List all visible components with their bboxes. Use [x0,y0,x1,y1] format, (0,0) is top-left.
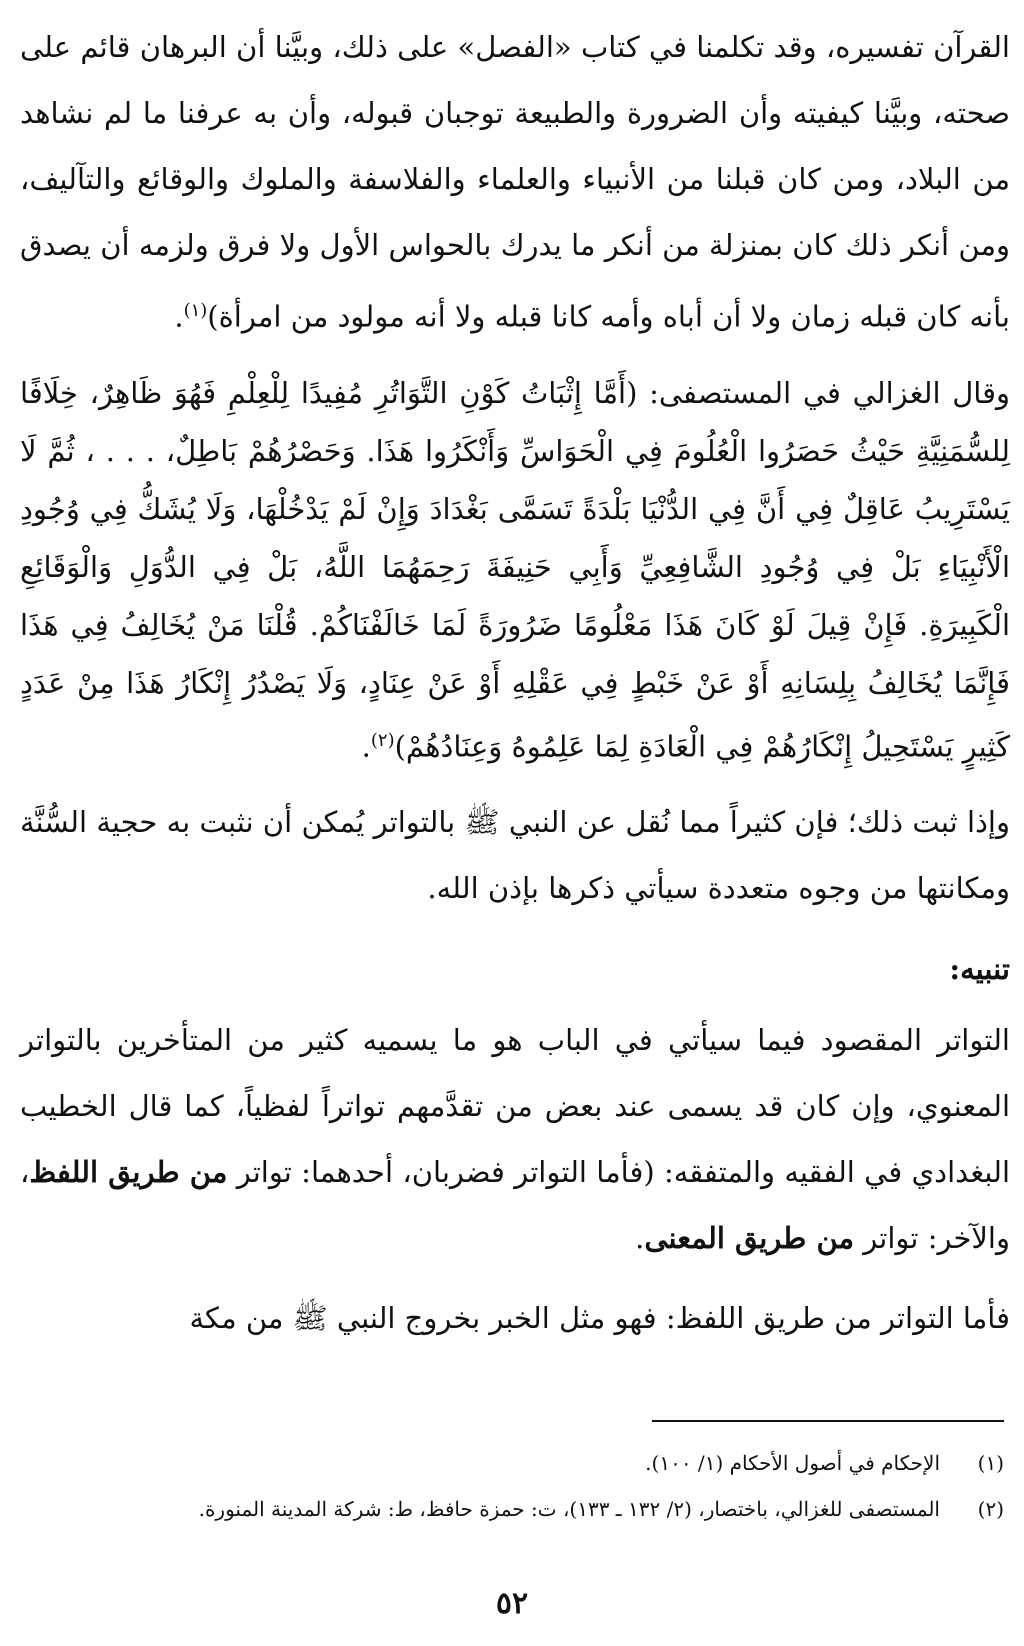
page-body [20,14,1010,1351]
paragraph-4-end: . [635,1221,645,1256]
bold-term-lafz: من طريق اللفظ [29,1155,228,1190]
footnotes [14,1440,1004,1532]
bold-term-maana: من طريق المعنى [644,1221,855,1256]
paragraph-4-text: التواتر المقصود فيما سيأتي في الباب هو ما يسميه كثير من المتأخرين بالتواتر المعنوي، وإن كان قد يسمى عند بعض من تقدَّمهم تواتراً لفظياً، كما قال الخطيب البغدادي في الفقيه والمتفقه: (فأما التواتر فضربان، أحدهما: تواتر [20,1023,1011,1190]
ghazali-quote-text: وقال الغزالي في المستصفى: (أَمَّا إِثْبَاتُ كَوْنِ التَّوَاتُرِ مُفِيدًا لِلْعِلْمِ فَهُوَ ظَاهِرٌ، خِلَافًا لِلسُّمَنِيَّةِ حَيْثُ حَصَرُوا الْعُلُومَ فِي الْحَوَاسِّ وَأَنْكَرُوا هَذَا. وَحَصْرُهُمْ بَاطِلٌ، . . . ، ثُمَّ لَا يَسْتَرِيبُ عَاقِلٌ فِي أَنَّ فِي الدُّنْيَا بَلْدَةً تَسَمَّى بَغْدَادَ وَإِنْ لَمْ يَدْخُلْهَا، وَلَا يُشَكُّ فِي وُجُودِ الْأَنْبِيَاءِ بَلْ فِي وُجُودِ الشَّافِعِيِّ وَأَبِي حَنِيفَةَ رَحِمَهُمَا اللَّهُ، بَلْ فِي الدُّوَلِ وَالْوَقَائِعِ الْكَبِيرَةِ. فَإِنْ قِيلَ لَوْ كَانَ هَذَا مَعْلُومًا ضَرُورَةً لَمَا خَالَفْنَاكُمْ. قُلْنَا مَنْ يُخَالِفُ فِي هَذَا فَإِنَّمَا يُخَالِفُ بِلِسَانِهِ أَوْ عَنْ خَبْطٍ فِي عَقْلِهِ أَوْ عَنْ عِنَادٍ، وَلَا يَصْدُرُ إِنْكَارُ هَذَا مِنْ عَدَدٍ كَثِيرٍ يَسْتَحِيلُ إِنْكَارُهُمْ فِي الْعَادَةِ لِمَا عَلِمُوهُ وَعِنَادُهُمْ) [20,375,1010,764]
footnote-number: (٢) [977,1497,1004,1521]
paragraph-3 [20,789,1010,921]
section-heading: تنبيه: [949,952,1010,987]
paragraph-4 [20,1007,1010,1271]
paragraph-4-mid: ، والآخر: تواتر [20,1155,1010,1256]
paragraph-1-end: . [174,299,184,334]
paragraph-1-text: القرآن تفسيره، وقد تكلمنا في كتاب «الفصل» على ذلك، وبيَّنا أن البرهان قائم على صحته، وبيَّنا كيفيته وأن الضرورة والطبيعة توجبان قبوله، وأن به عرفنا ما لم نشاهد من البلاد، ومن كان قبلنا من الأنبياء والعلماء والفلاسفة والملوك والوقائع والتآليف، ومن أنكر ذلك كان بمنزلة من أنكر ما يدرك بالحواس الأول ولا فرق ولزمه أن يصدق بأنه كان قبله زمان ولا أن أباه وأمه كانا قبله ولا أنه مولود من امرأة) [20,30,1011,334]
paragraph-5: فأما التواتر من طريق اللفظ: فهو مثل الخبر بخروج النبي ﷺ من مكة [189,1301,1010,1336]
footnote-text: الإحكام في أصول الأحكام (١/ ١٠٠). [645,1451,940,1475]
footnote-item [14,1440,1004,1486]
footnote-marker-1[interactable]: (١) [183,300,208,321]
footnote-marker-2[interactable]: (٢) [370,729,395,751]
footnote-separator [652,1420,1004,1422]
footnote-text: المستصفى للغزالي، باختصار، (٢/ ١٣٢ ـ ١٣٣)، ت: حمزة حافظ، ط: شركة المدينة المنورة. [198,1497,940,1521]
paragraph-1 [20,14,1010,350]
footnote-item [14,1486,1004,1532]
ghazali-quote [20,364,1010,776]
ghazali-quote-end: . [361,729,371,764]
paragraph-3-text: وإذا ثبت ذلك؛ فإن كثيراً مما نُقل عن النبي ﷺ بالتواتر يُمكن أن نثبت به حجية السُّنَّة ومكانتها من وجوه متعددة سيأتي ذكرها بإذن الله. [20,805,1010,906]
page-number: ٥٢ [495,1586,529,1621]
footnote-number: (١) [977,1451,1004,1475]
